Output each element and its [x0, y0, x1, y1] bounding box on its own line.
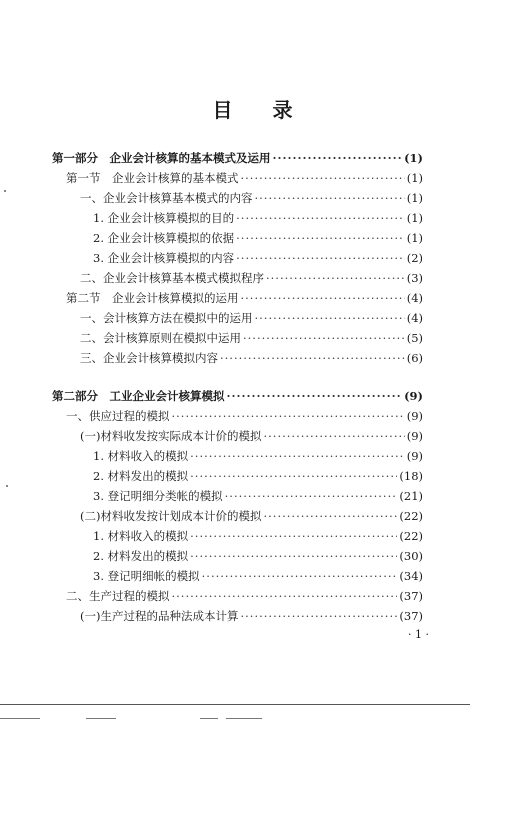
toc-entry: 3. 登记明细帐的模拟 ····· (34)	[93, 569, 423, 583]
toc-entry: 一、供应过程的模拟 ····· (9)	[66, 409, 423, 423]
toc-entry: (一)材料收发按实际成本计价的模拟 ····· (9)	[80, 429, 423, 443]
title-char-2: 录	[272, 98, 293, 122]
toc-entry: 3. 登记明细分类帐的模拟 ····· (21)	[93, 489, 423, 503]
toc-entry: (一)生产过程的品种法成本计算 ····· (37)	[80, 609, 423, 623]
bottom-rule-fragment	[0, 718, 40, 719]
toc-entry: 1. 材料收入的模拟 ····· (9)	[93, 449, 423, 463]
page-title	[0, 94, 505, 123]
toc-entry: 第一节 企业会计核算的基本模式 ····· (1)	[66, 171, 423, 185]
bottom-rule-fragment	[86, 718, 116, 719]
title-char-1: 目	[212, 98, 233, 122]
toc-entry: 一、企业会计核算基本模式的内容 ····· (1)	[80, 191, 423, 205]
bottom-rule-fragment	[226, 718, 262, 719]
toc-entry: 第一部分 企业会计核算的基本模式及运用 ····· (1)	[52, 151, 423, 165]
toc-entry: 2. 企业会计核算模拟的依据 ····· (1)	[93, 231, 423, 245]
toc-entry: 二、生产过程的模拟 ····· (37)	[66, 589, 423, 603]
scan-speck	[4, 190, 6, 192]
toc-entry: 三、企业会计核算模拟内容 ····· (6)	[80, 351, 423, 365]
toc-entry: 二、企业会计核算基本模式模拟程序 ····· (3)	[80, 271, 423, 285]
toc-entry: 3. 企业会计核算模拟的内容 ····· (2)	[93, 251, 423, 265]
toc-entry: 第二节 企业会计核算模拟的运用 ····· (4)	[66, 291, 423, 305]
toc-entry: (二)材料收发按计划成本计价的模拟 ····· (22)	[80, 509, 423, 523]
toc-entry: 一、会计核算方法在模拟中的运用 ····· (4)	[80, 311, 423, 325]
toc-entry: 1. 材料收入的模拟 ····· (22)	[93, 529, 423, 543]
bottom-rule-fragment	[200, 718, 218, 719]
page-number: · 1 ·	[408, 628, 429, 641]
toc-entry: 二、会计核算原则在模拟中运用 ····· (5)	[80, 331, 423, 345]
toc-entry: 1. 企业会计核算模拟的目的 ····· (1)	[93, 211, 423, 225]
scan-speck	[6, 485, 8, 487]
bottom-rule	[0, 704, 470, 705]
toc-entry: 第二部分 工业企业会计核算模拟 ····· (9)	[52, 389, 423, 403]
toc-entry: 2. 材料发出的模拟 ····· (30)	[93, 549, 423, 563]
toc-entry: 2. 材料发出的模拟 ····· (18)	[93, 469, 423, 483]
